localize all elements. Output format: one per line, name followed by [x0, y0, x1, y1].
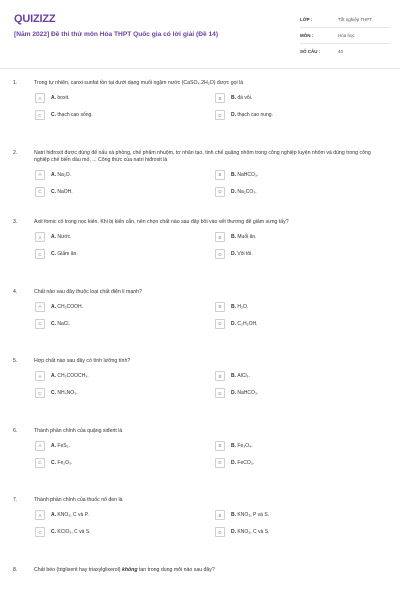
answer-option-a[interactable] [35, 440, 190, 452]
option-text: C. Fe₂O₃. [51, 459, 73, 466]
option-text: B. AlCl₃. [231, 373, 250, 379]
option-text: D. FeCO₃. [231, 459, 255, 466]
option-text: A. Nước. [51, 234, 72, 240]
option-text: C. NH₄NO₃. [51, 390, 78, 396]
option-letter-box: B [215, 371, 225, 381]
worksheet-meta-table [300, 12, 390, 59]
question-item [0, 561, 400, 600]
option-letter-box: C [35, 388, 45, 398]
option-letter-box: D [215, 458, 225, 468]
option-letter-box: D [215, 110, 225, 120]
option-letter-box: A [35, 232, 45, 242]
question-text: Natri hiđroxit được dùng để nấu xà phòng, chế phẩm nhuộm, tơ nhân tạo, tinh chế quặng nhôm trong công nghiệp luyện nhôm và dùng trong công nghiệp chế biến dầu mỏ, ... Công thức của natri hiđroxit là [34, 149, 371, 163]
option-letter-box: D [215, 527, 225, 537]
option-text: C. KClO₃, C và S. [51, 529, 91, 535]
question-text: Chất béo (triglixerit hay triaxylglixerol) không tan trong dung môi nào sau đây? [34, 566, 215, 573]
answer-option-a[interactable] [35, 231, 190, 243]
question-item [0, 283, 400, 353]
answer-option-d[interactable] [215, 318, 370, 330]
answer-option-c[interactable] [35, 526, 190, 538]
meta-row [300, 12, 390, 28]
worksheet-title: [Năm 2022] Đề thi thử môn Hóa THPT Quốc gia có lời giải (Đề 14) [14, 31, 219, 38]
answer-option-d[interactable] [215, 248, 370, 260]
option-text: D. Na₂CO₃. [231, 188, 257, 195]
answer-option-c[interactable] [35, 387, 190, 399]
option-text: C. NaCl. [51, 320, 70, 327]
answer-option-d[interactable] [215, 457, 370, 469]
meta-row [300, 44, 390, 59]
question-number: 2. [13, 149, 18, 156]
question-number: 1. [13, 80, 18, 86]
answer-option-b[interactable] [215, 440, 370, 452]
option-letter-box: B [215, 510, 225, 520]
question-text: Hợp chất nào sau đây có tính lưỡng tính? [34, 358, 131, 364]
answer-option-d[interactable] [215, 186, 370, 198]
worksheet-header [0, 0, 400, 68]
answer-option-a[interactable] [35, 509, 190, 521]
answer-option-c[interactable] [35, 186, 190, 198]
option-letter-box: D [215, 388, 225, 398]
meta-key: MÔN : [300, 33, 314, 38]
meta-key: LỚP : [300, 17, 313, 22]
question-item [0, 74, 400, 144]
option-letter-box: C [35, 110, 45, 120]
option-text: B. Fe₃O₄. [231, 442, 253, 449]
option-letter-box: C [35, 249, 45, 259]
question-text: Axit fomic có trong nọc kiến. Khi bị kiến cắn, nên chọn chất nào sau đây bôi vào vết thương để giảm sưng tấy? [34, 219, 289, 225]
option-letter-box: C [35, 319, 45, 329]
option-text: A. CH₃COOH. [51, 303, 84, 310]
answer-option-c[interactable] [35, 109, 190, 121]
question-text: Thành phần chính của quặng xiđerit là [34, 427, 123, 434]
option-text: D. thạch cao nung. [231, 112, 273, 118]
option-letter-box: C [35, 458, 45, 468]
answer-option-b[interactable] [215, 169, 370, 181]
option-letter-box: B [215, 93, 225, 103]
question-item [0, 144, 400, 214]
question-number: 5. [13, 358, 18, 364]
meta-row [300, 28, 390, 44]
question-number: 7. [13, 497, 18, 503]
option-letter-box: B [215, 232, 225, 242]
meta-value: Hóa học [338, 33, 355, 38]
question-number: 8. [13, 566, 18, 573]
option-letter-box: A [35, 302, 45, 312]
answer-option-c[interactable] [35, 457, 190, 469]
option-text: D. NaHCO₃. [231, 390, 259, 396]
meta-value: Tốt nghiệp THPT [338, 17, 373, 22]
answer-option-b[interactable] [215, 509, 370, 521]
answer-option-b[interactable] [215, 92, 370, 104]
option-text: A. Na₂O. [51, 171, 72, 178]
question-list [0, 74, 400, 600]
option-text: C. Giấm ăn. [51, 251, 78, 257]
option-text: B. KNO₃, P và S. [231, 512, 270, 518]
question-item [0, 491, 400, 561]
quizizz-logo: QUIZIZZ [14, 13, 56, 25]
answer-option-b[interactable] [215, 231, 370, 243]
answer-option-c[interactable] [35, 318, 190, 330]
option-letter-box: B [215, 441, 225, 451]
option-text: C. NaOH. [51, 188, 73, 195]
option-text: A. KNO₃, C và P. [51, 512, 89, 518]
option-letter-box: C [35, 527, 45, 537]
option-text: B. đá vôi. [231, 95, 253, 101]
answer-option-d[interactable] [215, 387, 370, 399]
option-letter-box: C [35, 187, 45, 197]
meta-key: SỐ CÂU : [300, 49, 321, 54]
option-text: B. NaHCO₃. [231, 171, 259, 178]
question-number: 3. [13, 219, 18, 225]
option-letter-box: D [215, 249, 225, 259]
option-letter-box: A [35, 510, 45, 520]
meta-value: 40 [338, 49, 344, 54]
option-text: B. Muối ăn. [231, 234, 257, 240]
option-letter-box: A [35, 371, 45, 381]
option-letter-box: A [35, 170, 45, 180]
option-letter-box: B [215, 170, 225, 180]
question-text: Trong tự nhiên, canxi sunfat tồn tại dưới dạng muối ngậm nước (CaSO₄.2H₂O) được gọi là [34, 80, 244, 86]
option-letter-box: A [35, 93, 45, 103]
answer-option-d[interactable] [215, 526, 370, 538]
question-item [0, 352, 400, 422]
question-text: Chất nào sau đây thuộc loại chất điện li mạnh? [34, 288, 142, 295]
answer-option-c[interactable] [35, 248, 190, 260]
answer-option-a[interactable] [35, 370, 190, 382]
question-item [0, 422, 400, 492]
option-letter-box: B [215, 302, 225, 312]
answer-option-a[interactable] [35, 301, 190, 313]
option-text: D. C₂H₅OH. [231, 320, 258, 327]
option-text: D. KNO₃, C và S. [231, 529, 270, 535]
option-text: A. FeS₂. [51, 442, 70, 449]
answer-option-b[interactable] [215, 301, 370, 313]
answer-option-a[interactable] [35, 92, 190, 104]
question-text: Thành phần chính của thuốc nổ đen là [34, 497, 123, 503]
option-letter-box: D [215, 319, 225, 329]
option-text: D. Vôi tôi. [231, 251, 253, 257]
option-letter-box: D [215, 187, 225, 197]
question-item [0, 213, 400, 283]
option-text: C. thạch cao sống. [51, 112, 93, 118]
header-divider [0, 68, 400, 69]
answer-option-d[interactable] [215, 109, 370, 121]
answer-option-a[interactable] [35, 169, 190, 181]
option-text: B. H₂O. [231, 303, 249, 310]
answer-option-b[interactable] [215, 370, 370, 382]
question-number: 4. [13, 288, 18, 295]
option-text: A. CH₃COOCH₃. [51, 373, 89, 379]
question-number: 6. [13, 427, 18, 434]
option-text: A. boxit. [51, 95, 70, 101]
option-letter-box: A [35, 441, 45, 451]
